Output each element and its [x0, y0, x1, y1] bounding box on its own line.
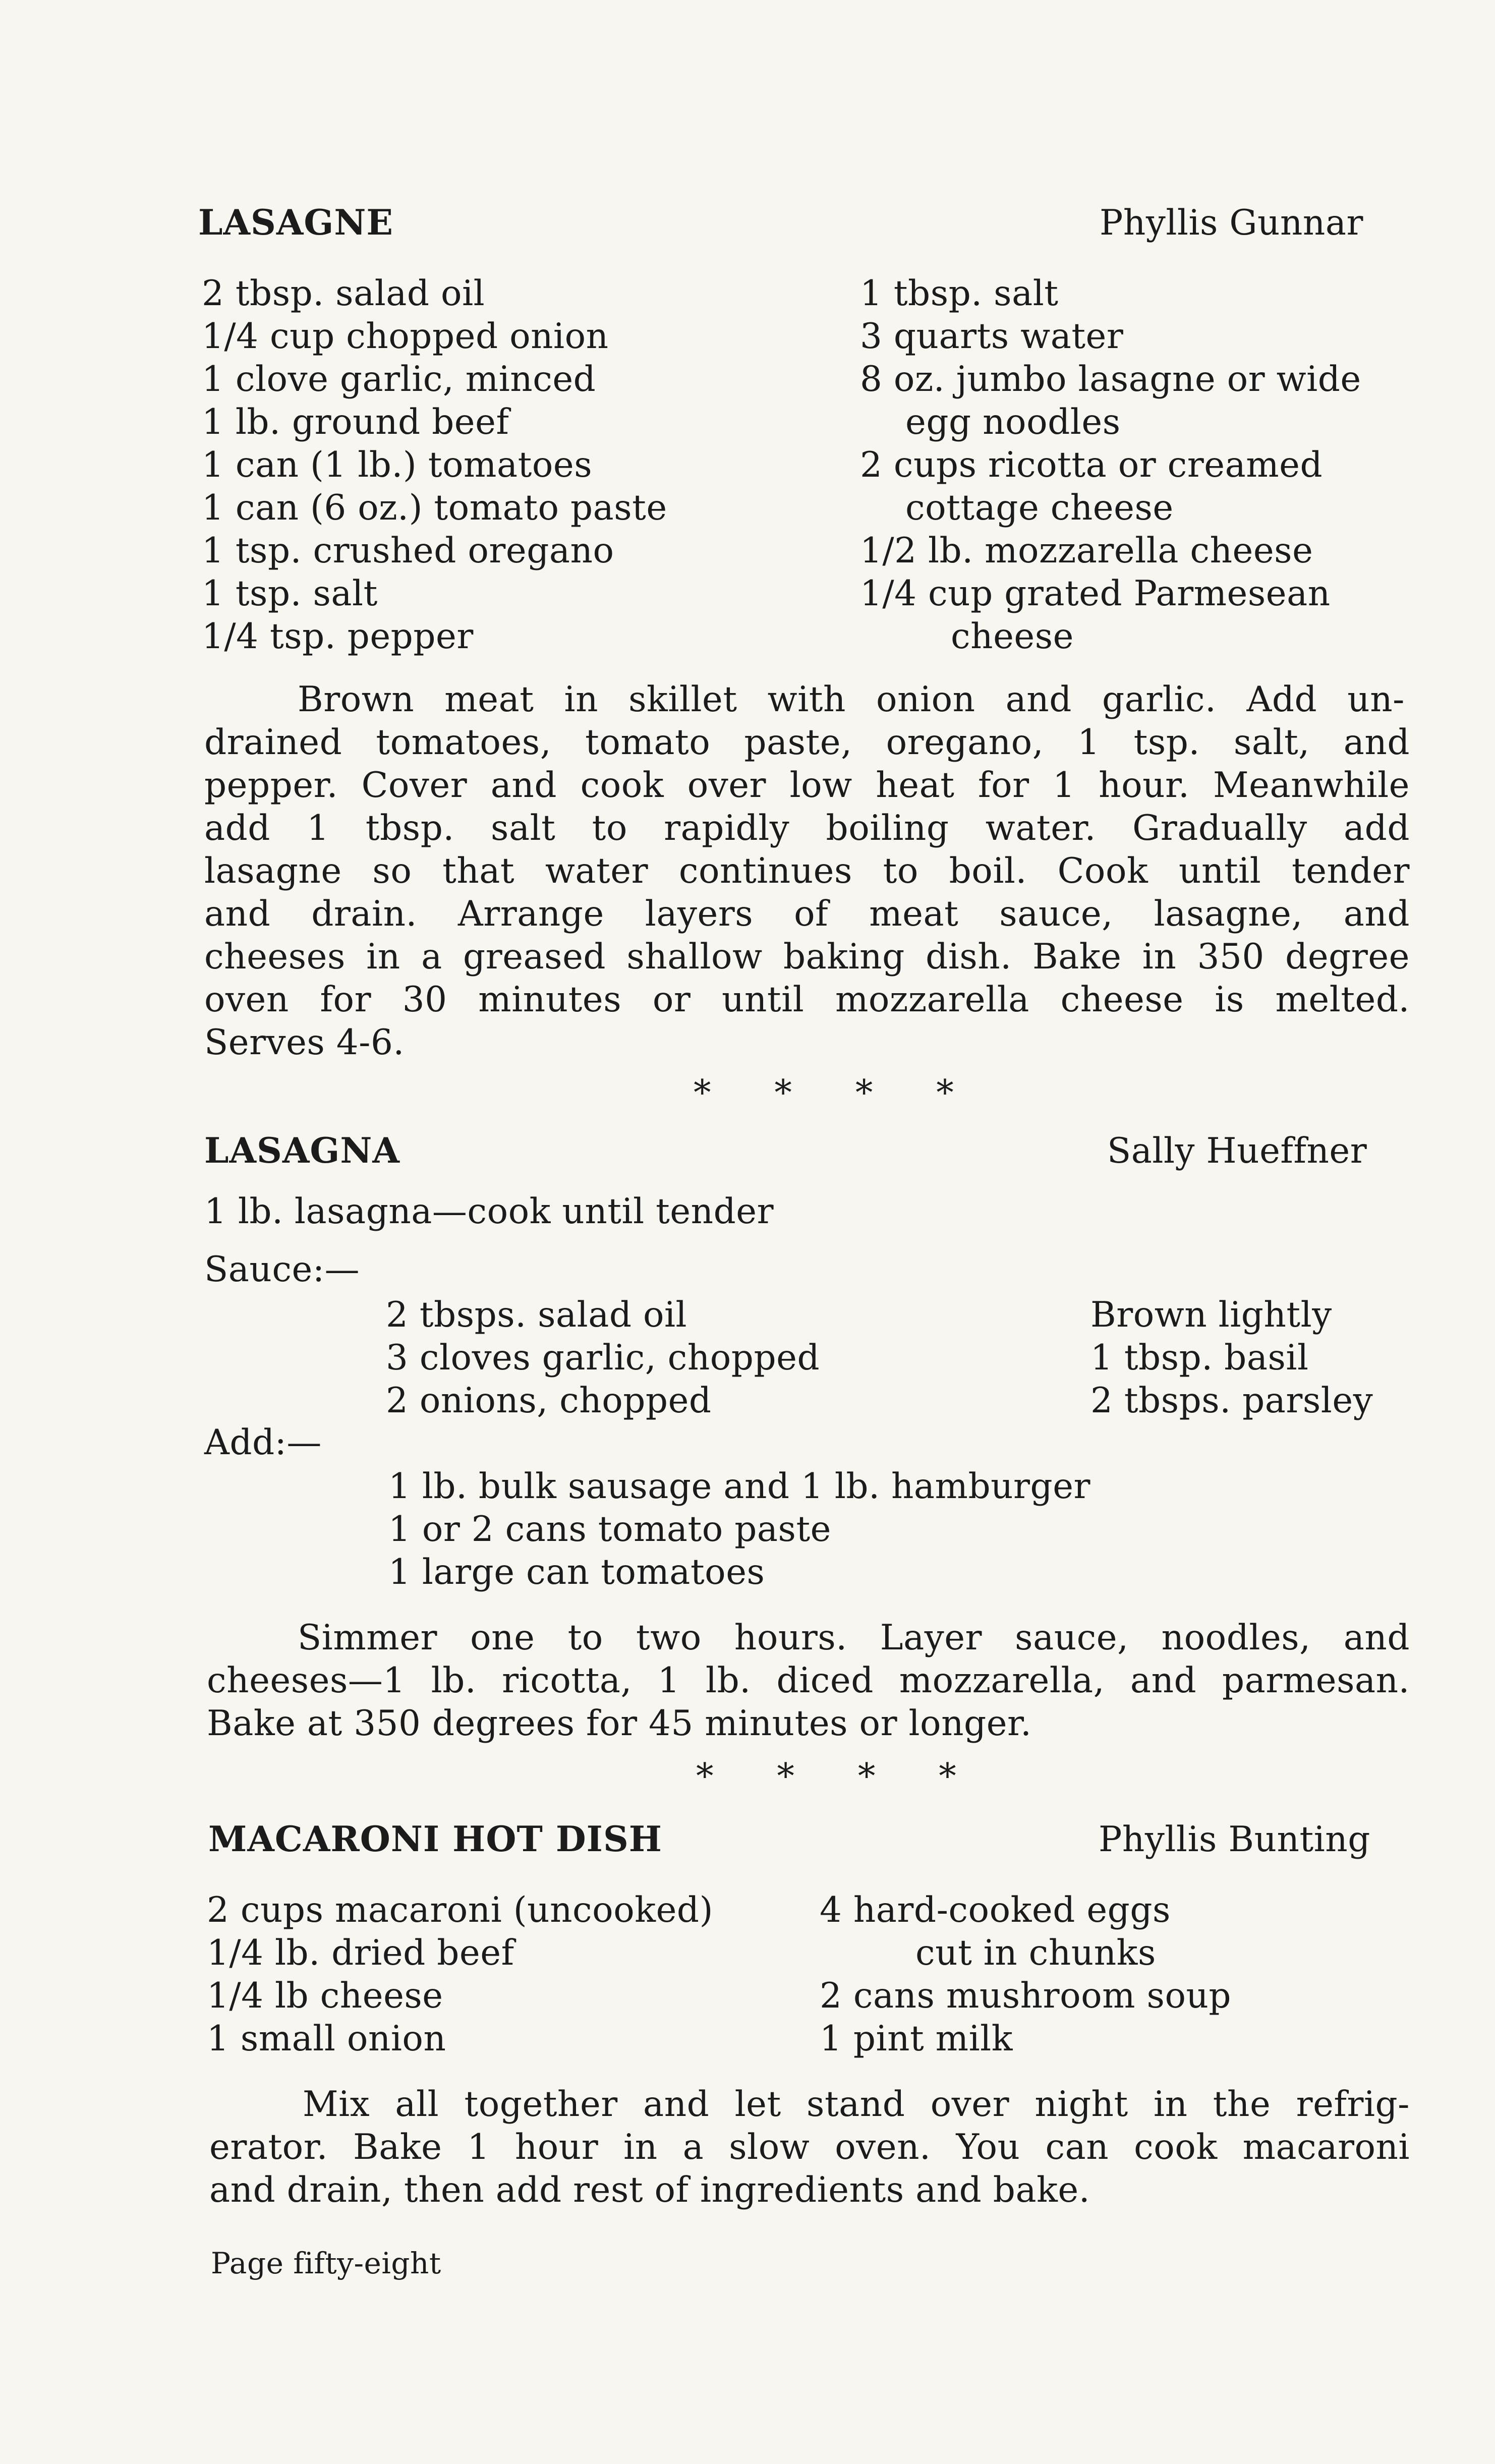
ingredient: 1/4 lb. dried beef [207, 1933, 514, 1973]
ingredient: 1 lb. bulk sausage and 1 lb. hamburger [388, 1466, 1091, 1507]
ingredient: 2 cups macaroni (uncooked) [207, 1890, 713, 1930]
recipe-author: Phyllis Gunnar [1100, 203, 1363, 243]
direction-line: and drain, then add rest of ingredients and bake. [209, 2170, 1090, 2210]
ingredient: 1/4 lb cheese [207, 1976, 443, 2016]
ingredient: cottage cheese [905, 488, 1174, 528]
recipe-author: Phyllis Bunting [1099, 1819, 1370, 1860]
direction-line: Bake at 350 degrees for 45 minutes or longer. [207, 1703, 1032, 1744]
ingredient: 1 pint milk [820, 2019, 1013, 2059]
page-number: Page fifty-eight [211, 2246, 441, 2280]
ingredient: 1 or 2 cans tomato paste [388, 1509, 832, 1550]
ingredient: 1 clove garlic, minced [202, 359, 596, 399]
ingredient: 1 large can tomatoes [388, 1552, 765, 1592]
ingredient: 1 tbsp. basil [1090, 1338, 1309, 1378]
ingredient: 1 tbsp. salt [860, 273, 1059, 314]
ingredient: 1/4 tsp. pepper [202, 616, 474, 657]
direction-line: erator. Bake 1 hour in a slow oven. You can cook macaroni [209, 2127, 1410, 2167]
separator: * * * * [694, 1073, 980, 1113]
ingredient: 2 tbsp. salad oil [202, 273, 485, 314]
ingredient: 1 lb. ground beef [202, 402, 509, 442]
ingredient: 8 oz. jumbo lasagne or wide [860, 359, 1361, 399]
ingredient: 2 tbsps. salad oil [386, 1295, 687, 1335]
separator: * * * * [696, 1756, 983, 1797]
ingredient: 1/4 cup chopped onion [202, 316, 609, 357]
direction-line: and drain. Arrange layers of meat sauce, lasagne, and [204, 894, 1410, 934]
ingredient: 1/2 lb. mozzarella cheese [860, 531, 1313, 571]
recipe-author: Sally Hueffner [1107, 1131, 1367, 1171]
ingredient: 1 can (6 oz.) tomato paste [202, 488, 667, 528]
ingredient: 1 tsp. crushed oregano [202, 531, 614, 571]
ingredient: egg noodles [905, 402, 1121, 442]
direction-line: cheeses—1 lb. ricotta, 1 lb. diced mozzarella, and parmesan. [207, 1660, 1410, 1701]
recipe-title: LASAGNA [204, 1130, 400, 1171]
ingredient: 2 tbsps. parsley [1090, 1381, 1373, 1421]
ingredient: 3 cloves garlic, chopped [386, 1338, 820, 1378]
ingredient: 2 cans mushroom soup [820, 1976, 1232, 2016]
ingredient: 4 hard-cooked eggs [820, 1890, 1171, 1930]
ingredient: 1 lb. lasagna—cook until tender [204, 1191, 774, 1232]
ingredient: 2 cups ricotta or creamed [860, 445, 1323, 485]
direction-line: Serves 4-6. [204, 1022, 405, 1063]
direction-line: lasagne so that water continues to boil. Cook until tender [204, 851, 1410, 891]
direction-line: cheeses in a greased shallow baking dish. Bake in 350 degree [204, 937, 1410, 977]
ingredient: 1/4 cup grated Parmesean [860, 574, 1331, 614]
ingredient: 3 quarts water [860, 316, 1124, 357]
recipe-title: MACARONI HOT DISH [208, 1819, 662, 1860]
direction-line: oven for 30 minutes or until mozzarella cheese is melted. [204, 980, 1410, 1020]
recipe-title: LASAGNE [198, 202, 394, 243]
ingredient: 1 can (1 lb.) tomatoes [202, 445, 593, 485]
direction-line: Brown meat in skillet with onion and garlic. Add un- [298, 679, 1405, 720]
sauce-label: Sauce:— [204, 1249, 360, 1290]
direction-line: add 1 tbsp. salt to rapidly boiling water. Gradually add [204, 808, 1410, 848]
ingredient: cheese [951, 616, 1074, 657]
direction-line: pepper. Cover and cook over low heat for 1 hour. Meanwhile [204, 765, 1410, 806]
ingredient: 1 tsp. salt [202, 574, 378, 614]
direction-line: Mix all together and let stand over night in the refrig- [303, 2084, 1410, 2125]
ingredient: Brown lightly [1090, 1295, 1332, 1335]
direction-line: drained tomatoes, tomato paste, oregano, 1 tsp. salt, and [204, 722, 1410, 763]
ingredient: cut in chunks [915, 1933, 1156, 1973]
ingredient: 1 small onion [207, 2019, 446, 2059]
add-label: Add:— [204, 1422, 322, 1463]
ingredient: 2 onions, chopped [386, 1381, 712, 1421]
direction-line: Simmer one to two hours. Layer sauce, noodles, and [298, 1618, 1410, 1658]
